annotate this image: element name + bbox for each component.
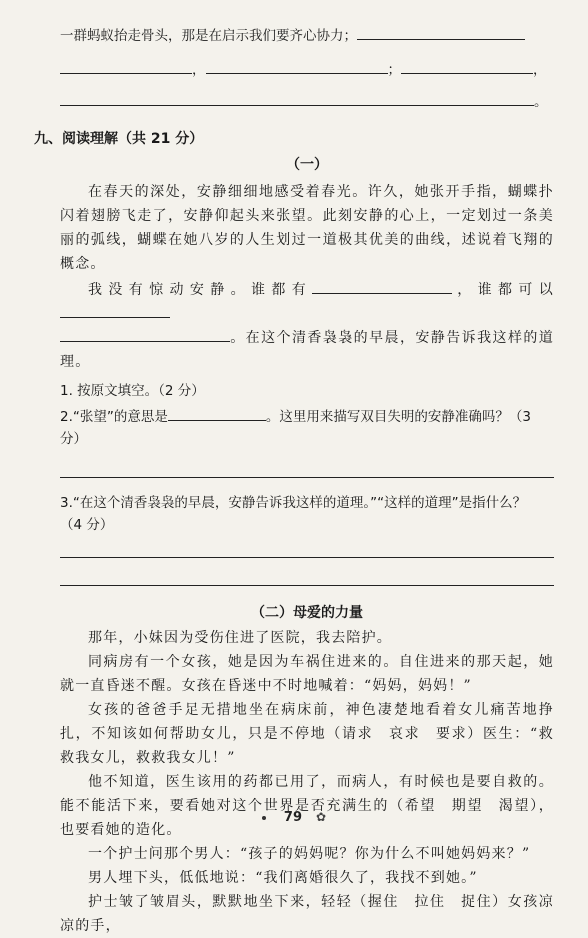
answer-blank[interactable] [357, 26, 525, 40]
separator: 。 [534, 94, 548, 110]
section-heading: 九、阅读理解（共 21 分） [34, 131, 204, 147]
question-1: 1. 按原文填空。（2 分） [60, 383, 205, 399]
passage-1-paragraph-2 [60, 278, 554, 326]
para-text: ，谁都可以 [452, 282, 554, 298]
para-text: 我没有惊动安静。谁都有 [88, 282, 313, 298]
answer-line[interactable] [60, 584, 554, 586]
answer-blank[interactable] [206, 60, 388, 74]
passage-2-paragraph-2: 同病房有一个女孩，她是因为车祸住进来的。自住进来的那天起，她就一直昏迷不醒。女孩在昏迷中不时地喊着：“妈妈，妈妈！” [60, 654, 554, 694]
footer-ornament-icon: ✿ [316, 810, 327, 824]
passage-2-paragraph-1: 那年，小妹因为受伤住进了医院，我去陪护。 [88, 630, 392, 646]
separator: ； [387, 62, 401, 78]
page-number: 79 [283, 810, 303, 825]
proverb-line-1 [60, 26, 554, 46]
answer-blank[interactable] [60, 60, 192, 74]
answer-blank[interactable] [168, 407, 266, 421]
passage-2-paragraph-4: 他不知道，医生该用的药都已用了，而病人，有时候也是要自救的。能不能活下来，要看她对这个世界是否充满生的（希望 期望 渴望），也要看她的造化。 [60, 774, 554, 838]
proverb-line-3 [60, 92, 554, 112]
answer-blank[interactable] [401, 60, 533, 74]
separator: ， [192, 62, 206, 78]
page-footer [0, 810, 588, 825]
passage-1-paragraph-2-cont [60, 326, 554, 374]
passage-1-paragraph-1: 在春天的深处，安静细细地感受着春光。许久，她张开手指，蝴蝶扑闪着翅膀飞走了，安静仰起头来张望。此刻安静的心上，一定划过一条美丽的弧线，蝴蝶在她八岁的人生划过一道极其优美的曲线，述说着飞翔的概念。 [60, 184, 554, 272]
answer-line[interactable] [60, 556, 554, 558]
answer-blank[interactable] [60, 304, 170, 318]
question-3: 3.“在这个清香袅袅的早晨，安静告诉我这样的道理。”“这样的道理”是指什么？ [60, 495, 527, 511]
para-text: 。在这个清香袅袅的早晨，安静告诉我这样的道理。 [60, 330, 554, 370]
answer-blank[interactable] [60, 328, 230, 342]
passage-1-title: （一） [286, 157, 328, 173]
passage-2-title: （二）母爱的力量 [251, 605, 363, 621]
question-text: 2.“张望”的意思是 [60, 409, 168, 425]
footer-dot [262, 816, 266, 820]
proverb-line-2 [60, 60, 554, 80]
passage-2-paragraph-6: 男人埋下头，低低地说：“我们离婚很久了，我找不到她。” [88, 870, 478, 886]
separator: ， [533, 62, 547, 78]
passage-2-paragraph-3: 女孩的爸爸手足无措地坐在病床前，神色凄楚地看着女儿痛苦地挣扎，不知该如何帮助女儿，只是不停地（请求 哀求 要求）医生：“救救我女儿，救救我女儿！” [60, 702, 554, 766]
question-text: 。这里用来描写双目失明的安静准确吗？（3 分） [60, 409, 531, 447]
passage-2-paragraph-5: 一个护士问那个男人：“孩子的妈妈呢？你为什么不叫她妈妈来？” [88, 846, 531, 862]
question-3-score: （4 分） [60, 517, 114, 533]
proverb-text: 一群蚂蚁抬走骨头，那是在启示我们要齐心协力； [60, 28, 357, 44]
passage-2-paragraph-7: 护士皱了皱眉头，默默地坐下来，轻轻（握住 拉住 捉住）女孩凉凉的手， [60, 894, 554, 934]
answer-blank[interactable] [60, 92, 534, 106]
question-2 [60, 406, 554, 450]
answer-blank[interactable] [312, 280, 452, 294]
answer-line[interactable] [60, 476, 554, 478]
